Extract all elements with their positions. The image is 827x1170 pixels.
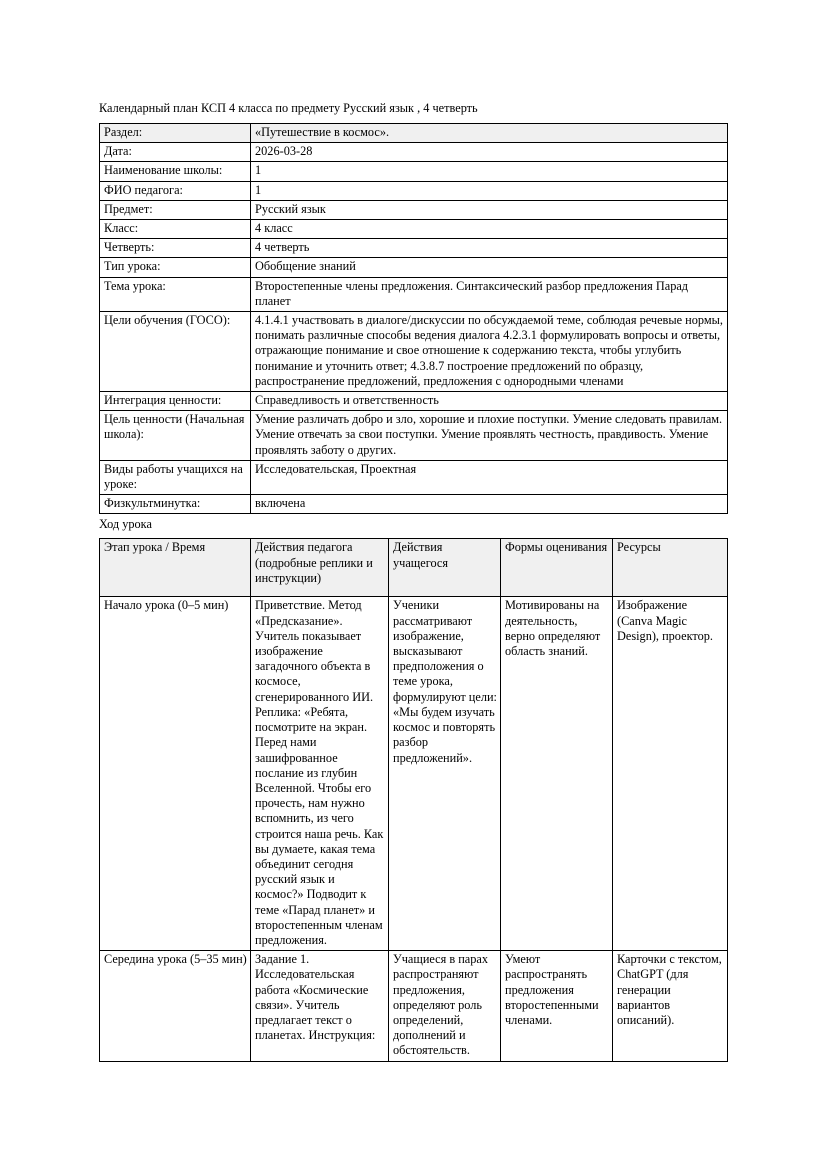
cell-stage-text: Середина урока (5–35 мин) <box>104 952 247 967</box>
lesson-info-table <box>99 123 728 514</box>
column-header-teacher-actions: Действия педагога (подробные реплики и инструкции) <box>251 539 389 597</box>
info-value: включена <box>251 495 728 514</box>
table-header-row <box>100 539 728 597</box>
info-label: Дата: <box>100 143 251 162</box>
table-row <box>100 181 728 200</box>
cell-resources-text: Карточки с текстом, ChatGPT (для генерации вариантов описаний). <box>617 952 722 1027</box>
table-row <box>100 392 728 411</box>
info-label: Наименование школы: <box>100 162 251 181</box>
column-header-resources: Ресурсы <box>613 539 728 597</box>
info-label: ФИО педагога: <box>100 181 251 200</box>
cell-assessment-text: Умеют распространять предложения второстепенными членами. <box>505 952 599 1027</box>
table-row <box>100 495 728 514</box>
table-row <box>100 200 728 219</box>
info-label: Физкультминутка: <box>100 495 251 514</box>
table-row <box>100 277 728 311</box>
lesson-flow-table <box>99 538 728 1061</box>
table-row <box>100 951 728 1061</box>
cell-teacher-actions-text: Задание 1. Исследовательская работа «Космические связи». Учитель предлагает текст о планетах. Инструкция: <box>255 952 376 1043</box>
info-label: Цели обучения (ГОСО): <box>100 312 251 392</box>
info-value: 4 класс <box>251 220 728 239</box>
cell-student-actions-text: Учащиеся в парах распространяют предложения, определяют роль определений, дополнений и обстоятельств. <box>393 952 489 1058</box>
info-label: Четверть: <box>100 239 251 258</box>
table-row <box>100 239 728 258</box>
info-label: Цель ценности (Начальная школа): <box>100 411 251 461</box>
cell-stage <box>100 951 251 1061</box>
table-row <box>100 411 728 461</box>
info-value: «Путешествие в космос». <box>251 124 728 143</box>
cell-student-actions <box>389 951 501 1061</box>
cell-assessment: Мотивированы на деятельность, верно определяют область знаний. <box>501 597 613 951</box>
info-value: 4.1.4.1 участвовать в диалоге/дискуссии по обсуждаемой теме, соблюдая речевые нормы, понимать различные способы ведения диалога 4.2.3.1 формулировать вопросы и ответы, отражающие понимание и свое отношение к содержанию текста, чтобы углубить понимание и уточнить ответ; 4.3.8.7 построение предложений по образцу, распространение предложений, предложения с однородными членами <box>251 312 728 392</box>
info-label: Предмет: <box>100 200 251 219</box>
cell-stage: Начало урока (0–5 мин) <box>100 597 251 951</box>
lesson-flow-caption: Ход урока <box>99 517 152 532</box>
cell-teacher-actions <box>251 951 389 1061</box>
info-label: Класс: <box>100 220 251 239</box>
cell-assessment <box>501 951 613 1061</box>
info-value: Второстепенные члены предложения. Синтаксический разбор предложения Парад планет <box>251 277 728 311</box>
column-header-stage: Этап урока / Время <box>100 539 251 597</box>
cell-resources <box>613 951 728 1061</box>
cell-teacher-actions: Приветствие. Метод «Предсказание». Учитель показывает изображение загадочного объекта в космосе, сгенерированного ИИ. Реплика: «Ребята, посмотрите на экран. Перед нами зашифрованное послание из глубин Вселенной. Чтобы его прочесть, нам нужно вспомнить, из чего строится наша речь. Как вы думаете, какая тема объединит сегодня русский язык и космос?» Подводит к теме «Парад планет» и второстепенным членам предложения. <box>251 597 389 951</box>
table-row <box>100 162 728 181</box>
info-value: 2026-03-28 <box>251 143 728 162</box>
table-row <box>100 597 728 951</box>
cell-student-actions: Ученики рассматривают изображение, высказывают предположения о теме урока, формулируют цели: «Мы будем изучать космос и повторять разбор предложений». <box>389 597 501 951</box>
table-row <box>100 312 728 392</box>
info-value: Умение различать добро и зло, хорошие и плохие поступки. Умение следовать правилам. Умение отвечать за свои поступки. Умение проявлять честность, правдивость. Умение проявлять заботу о других. <box>251 411 728 461</box>
info-value: 1 <box>251 162 728 181</box>
cell-resources: Изображение (Canva Magic Design), проектор. <box>613 597 728 951</box>
info-label: Тип урока: <box>100 258 251 277</box>
table-row <box>100 124 728 143</box>
info-label: Виды работы учащихся на уроке: <box>100 460 251 494</box>
info-value: Обобщение знаний <box>251 258 728 277</box>
info-value: 4 четверть <box>251 239 728 258</box>
page-title: Календарный план КСП 4 класса по предмету Русский язык , 4 четверть <box>99 101 478 115</box>
table-row <box>100 258 728 277</box>
info-label: Тема урока: <box>100 277 251 311</box>
info-value: Исследовательская, Проектная <box>251 460 728 494</box>
info-label: Раздел: <box>100 124 251 143</box>
info-label: Интеграция ценности: <box>100 392 251 411</box>
document-content <box>99 100 727 1062</box>
table-row <box>100 143 728 162</box>
info-value: 1 <box>251 181 728 200</box>
column-header-student-actions: Действия учащегося <box>389 539 501 597</box>
table-row <box>100 460 728 494</box>
info-value: Русский язык <box>251 200 728 219</box>
info-value: Справедливость и ответственность <box>251 392 728 411</box>
column-header-assessment: Формы оценивания <box>501 539 613 597</box>
table-row <box>100 220 728 239</box>
